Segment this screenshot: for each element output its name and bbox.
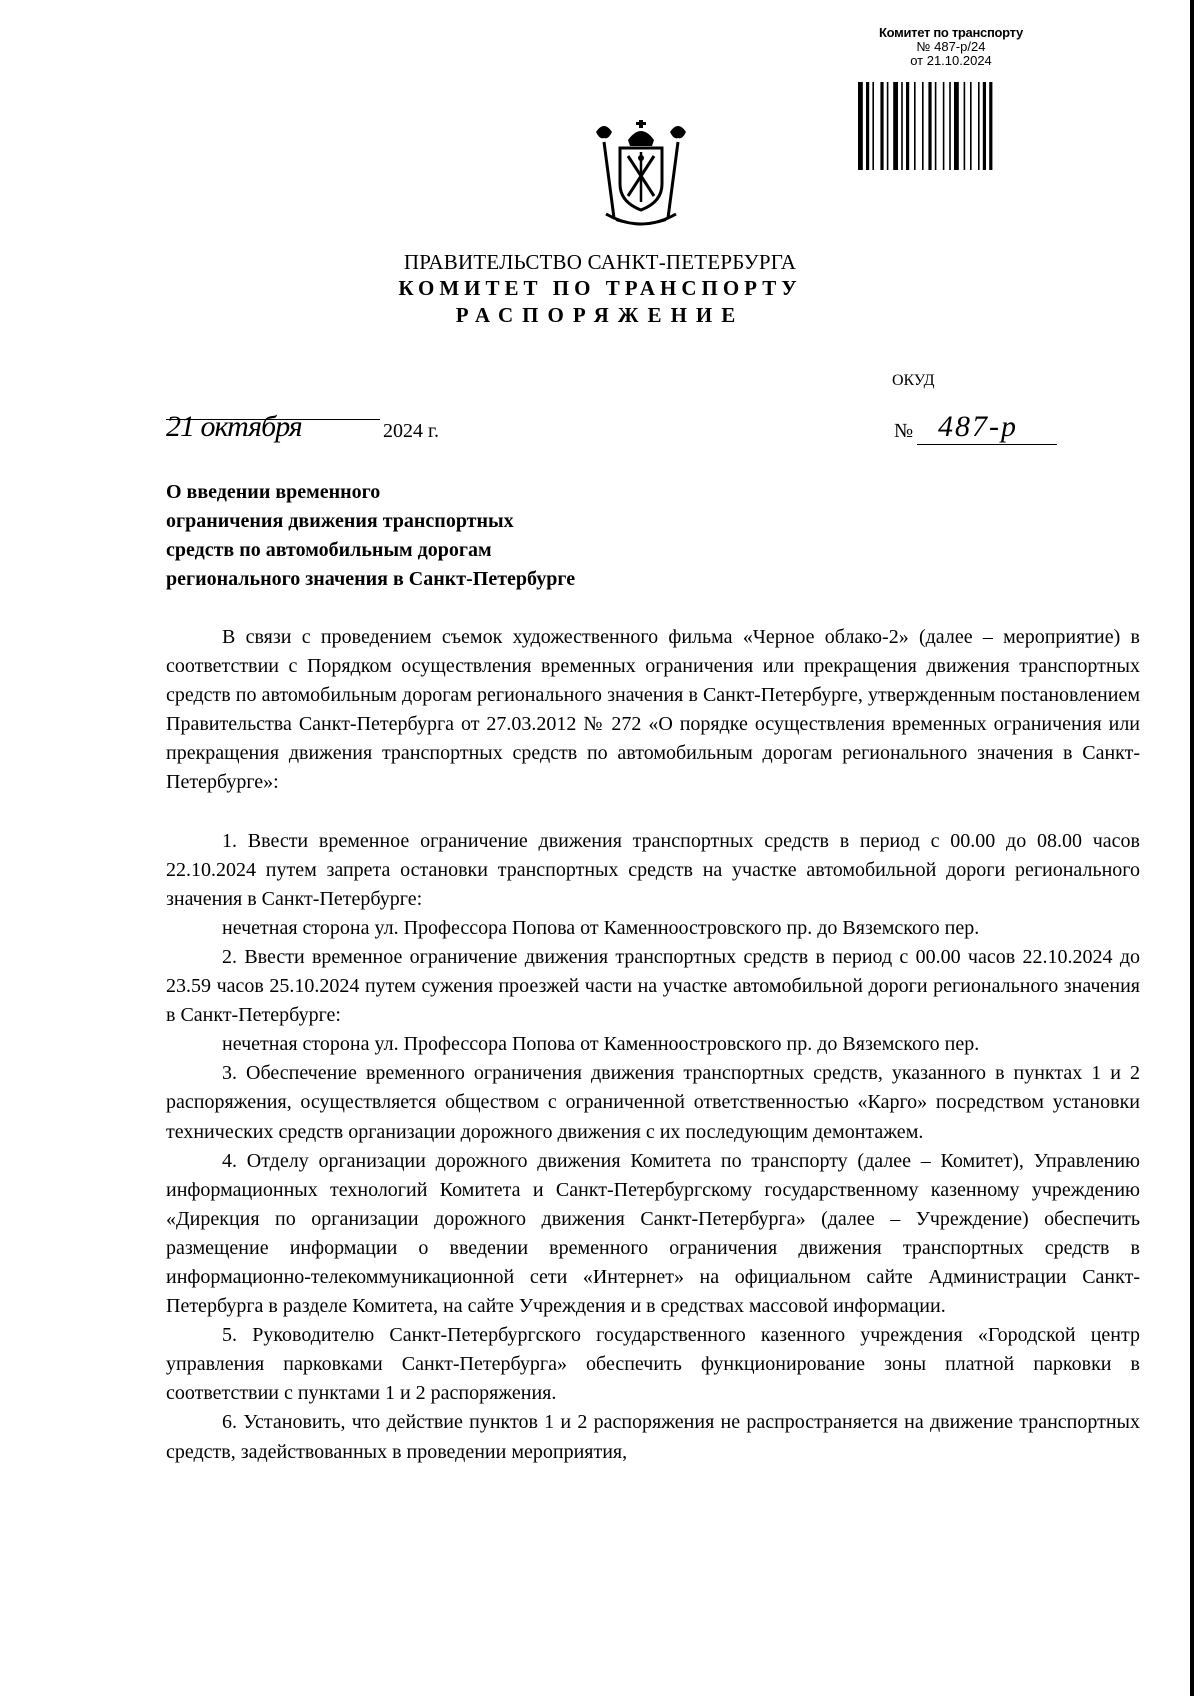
- handwritten-date: 21 октября: [166, 410, 302, 443]
- number-sign: №: [894, 420, 914, 442]
- title-line: О введении временного: [166, 481, 381, 503]
- document-body: [166, 623, 1140, 1467]
- title-line: средств по автомобильным дорогам: [166, 539, 492, 561]
- stamp-line-3: от 21.10.2024: [910, 53, 992, 68]
- body-paragraph: 5. Руководителю Санкт-Петербургского государственного казенного учреждения «Городской центр управления парковками Санкт-Петербурга» обеспечить функционирование зоны платной парковки в соответствии с пунктами 1 и 2 распоряжения.: [166, 1324, 1140, 1405]
- stamp-line-2: № 487-р/24: [916, 39, 986, 54]
- handwritten-number: 487-р: [938, 410, 1018, 443]
- body-paragraph: 1. Ввести временное ограничение движения транспортных средств в период с 00.00 до 08.00 часов 22.10.2024 путем запрета остановки транспортных средств на участке автомобильной дороги регионального значения в Санкт-Петербурге:: [166, 829, 1140, 910]
- date-year: 2024 г.: [383, 420, 439, 442]
- barcode-icon: [858, 82, 1034, 170]
- committee-name: КОМИТЕТ ПО ТРАНСПОРТУ: [398, 276, 802, 300]
- document-type: РАСПОРЯЖЕНИЕ: [455, 303, 745, 327]
- document-heading: [300, 250, 900, 329]
- body-paragraph: 4. Отделу организации дорожного движения Комитета по транспорту (далее – Комитет), Управлению информационных технологий Комитета и Санкт-Петербургскому государственному казенному учреждению «Дирекция по организации дорожного движения Санкт-Петербурга» (далее – Учреждение) обеспечить размещение информации о введении временного ограничения движения транспортных средств в информационно-телекоммуникационной сети «Интернет» на официальном сайте Администрации Санкт-Петербурга в разделе Комитета, на сайте Учреждения и в средствах массовой информации.: [166, 1149, 1140, 1318]
- government-name: ПРАВИТЕЛЬСТВО САНКТ-ПЕТЕРБУРГА: [403, 250, 797, 274]
- registration-stamp: [858, 26, 1044, 68]
- scan-edge-line: [1190, 0, 1194, 1696]
- title-line: ограничения движения транспортных: [166, 510, 514, 532]
- body-paragraph: нечетная сторона ул. Профессора Попова от Каменноостровского пр. до Вяземского пер.: [222, 916, 980, 939]
- body-paragraph: 6. Установить, что действие пунктов 1 и 2 распоряжения не распространяется на движение транспортных средств, задействованных в проведении мероприятия,: [166, 1411, 1140, 1463]
- preamble-paragraph: В связи с проведением съемок художественного фильма «Черное облако-2» (далее – мероприятие) в соответствии с Порядком осуществления временных ограничения или прекращения движения транспортных средств по автомобильным дорогам регионального значения в Санкт-Петербурге, утвержденным постановлением Правительства Санкт-Петербурга от 27.03.2012 № 272 «О порядке осуществления временных ограничения или прекращения движения транспортных средств по автомобильным дорогам регионального значения в Санкт-Петербурге»:: [166, 626, 1140, 794]
- coat-of-arms-icon: [592, 118, 690, 230]
- title-line: регионального значения в Санкт-Петербурге: [166, 568, 576, 590]
- body-paragraph: 2. Ввести временное ограничение движения транспортных средств в период с 00.00 часов 22.10.2024 до 23.59 часов 25.10.2024 путем сужения проезжей части на участке автомобильной дороги регионального значения в Санкт-Петербурге:: [166, 945, 1140, 1027]
- body-paragraph: 3. Обеспечение временного ограничения движения транспортных средств, указанного в пунктах 1 и 2 распоряжения, осуществляется обществом с ограниченной ответственностью «Карго» посредством установки технических средств организации дорожного движения с их последующим демонтажем.: [166, 1062, 1140, 1143]
- okud-label: ОКУД: [892, 372, 935, 389]
- document-title: [166, 478, 575, 594]
- body-paragraph: нечетная сторона ул. Профессора Попова от Каменноостровского пр. до Вяземского пер.: [222, 1033, 980, 1056]
- stamp-line-1: Комитет по транспорту: [879, 25, 1023, 40]
